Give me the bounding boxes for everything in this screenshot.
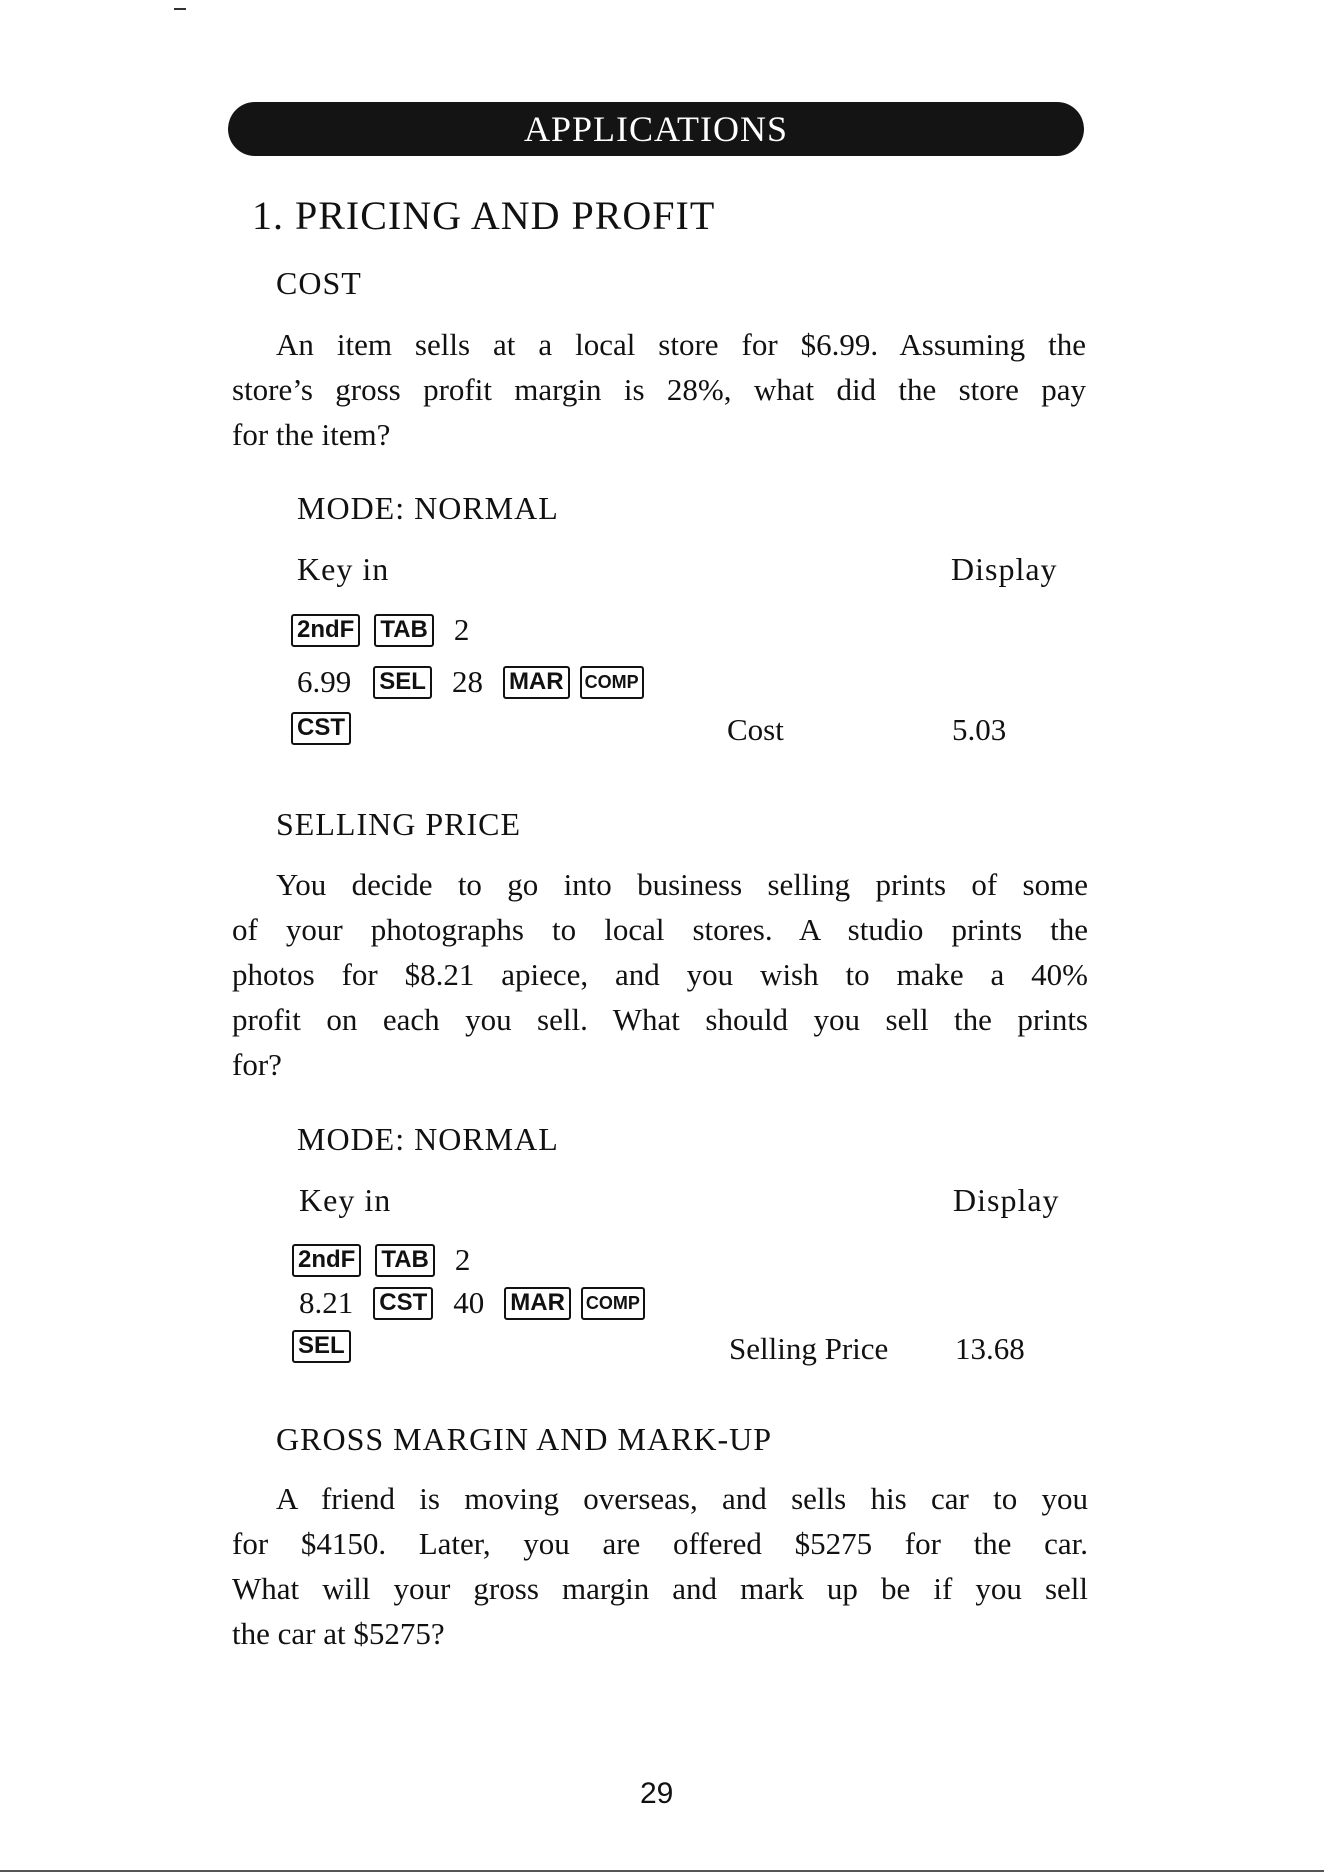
cost-paragraph-line-1: An item sells at a local store for $6.99. Assuming the: [276, 327, 1086, 362]
cost-row1-value: 2: [453, 612, 470, 647]
selling-price-result-value: 13.68: [955, 1331, 1025, 1366]
cost-result-value: 5.03: [952, 712, 1007, 747]
key-2ndf: 2ndF: [291, 614, 360, 647]
selling-price-key-in-label: Key in: [299, 1182, 392, 1218]
gross-margin-paragraph-line-2: for $4150. Later, you are offered $5275 for the car.: [232, 1526, 1088, 1561]
selling-price-row1-value: 2: [454, 1242, 471, 1277]
key-comp: COMP: [581, 1287, 645, 1320]
scan-mark: [174, 8, 186, 10]
key-tab: TAB: [374, 614, 434, 647]
selling-price-key-row-2: [299, 1285, 645, 1321]
cost-paragraph: [232, 322, 1086, 457]
selling-price-row2-value2: 40: [453, 1285, 485, 1320]
selling-price-paragraph: [232, 862, 1088, 1087]
section-title: 1. PRICING AND PROFIT: [252, 193, 716, 238]
cost-paragraph-line-3: for the item?: [232, 417, 391, 452]
key-mar: MAR: [504, 1287, 571, 1320]
cost-row2-value2: 28: [451, 664, 483, 699]
key-cst: CST: [373, 1287, 433, 1320]
cost-key-row-3: [291, 712, 351, 745]
selling-price-paragraph-line-3: photos for $8.21 apiece, and you wish to make a 40%: [232, 957, 1088, 992]
selling-price-key-row-3: [292, 1330, 351, 1363]
selling-price-heading: SELLING PRICE: [276, 806, 521, 842]
applications-banner: [228, 102, 1084, 156]
cost-heading: COST: [276, 265, 362, 301]
gross-margin-paragraph: [232, 1476, 1088, 1656]
key-tab: TAB: [375, 1244, 435, 1277]
page-number: 29: [640, 1777, 674, 1810]
gross-margin-paragraph-line-4: the car at $5275?: [232, 1616, 445, 1651]
cost-result-label: Cost: [727, 712, 784, 747]
selling-price-paragraph-line-1: You decide to go into business selling prints of some: [276, 867, 1088, 902]
key-sel: SEL: [373, 666, 432, 699]
selling-price-paragraph-line-2: of your photographs to local stores. A studio prints the: [232, 912, 1088, 947]
key-sel: SEL: [292, 1330, 351, 1363]
cost-row2-value1: 6.99: [297, 664, 352, 699]
banner-title: APPLICATIONS: [523, 109, 789, 149]
key-2ndf: 2ndF: [292, 1244, 361, 1277]
selling-price-result-label: Selling Price: [729, 1331, 889, 1366]
selling-price-key-row-1: [292, 1242, 470, 1278]
selling-price-display-label: Display: [953, 1182, 1060, 1218]
cost-key-row-1: [291, 612, 469, 648]
selling-price-mode: MODE: NORMAL: [297, 1121, 559, 1157]
selling-price-paragraph-line-5: for?: [232, 1047, 282, 1082]
cost-paragraph-line-2: store’s gross profit margin is 28%, what did the store pay: [232, 372, 1086, 407]
gross-margin-heading: GROSS MARGIN AND MARK-UP: [276, 1421, 773, 1457]
key-comp: COMP: [580, 666, 644, 699]
gross-margin-paragraph-line-3: What will your gross margin and mark up be if you sell: [232, 1571, 1088, 1606]
cost-key-in-label: Key in: [297, 551, 390, 587]
key-mar: MAR: [503, 666, 570, 699]
cost-display-label: Display: [951, 551, 1058, 587]
cost-mode: MODE: NORMAL: [297, 490, 559, 526]
gross-margin-paragraph-line-1: A friend is moving overseas, and sells his car to you: [276, 1481, 1088, 1516]
cost-key-row-2: [297, 664, 644, 700]
selling-price-paragraph-line-4: profit on each you sell. What should you sell the prints: [232, 1002, 1088, 1037]
key-cst: CST: [291, 712, 351, 745]
selling-price-row2-value1: 8.21: [299, 1285, 354, 1320]
